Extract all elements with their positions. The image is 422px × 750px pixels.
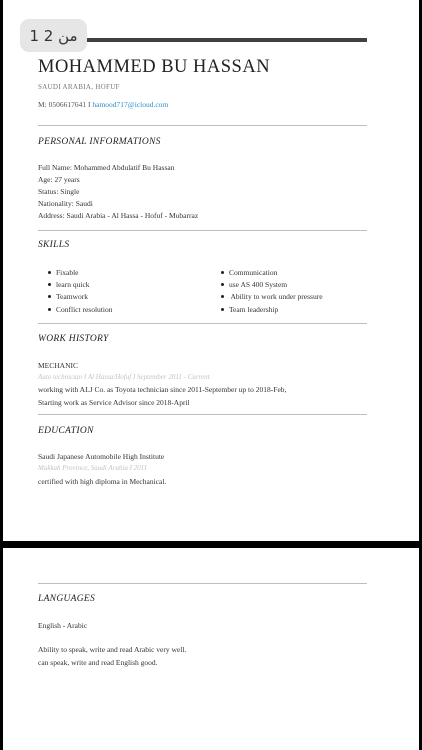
header-accent-bar: [87, 38, 367, 42]
status-line: Status: Single: [38, 187, 80, 196]
resume-location: SAUDI ARABIA, HOFUF: [38, 83, 120, 91]
bullet-icon: [221, 271, 224, 274]
languages-description-line: can speak, write and read English good.: [38, 658, 158, 667]
resume-page-2: [3, 548, 419, 750]
bullet-icon: [48, 271, 51, 274]
skill-item: Fixable: [48, 268, 79, 277]
skill-item: Communication: [221, 268, 277, 277]
section-divider: [38, 125, 367, 126]
work-subtitle: Auto technician I Al Hassa/Hofuf I September 2011 - Current: [38, 373, 210, 381]
bullet-icon: [221, 295, 224, 298]
section-divider: [38, 323, 367, 324]
personal-section-title: PERSONAL INFORMATIONS: [38, 137, 161, 147]
work-section-title: WORK HISTORY: [38, 334, 109, 344]
education-section-title: EDUCATION: [38, 426, 94, 436]
skill-item: Team leadership: [221, 305, 278, 314]
age-line: Age: 27 years: [38, 175, 80, 184]
resume-name: MOHAMMED BU HASSAN: [38, 57, 271, 77]
page-counter-badge: 1 من 2: [20, 19, 87, 52]
section-divider: [38, 414, 367, 415]
education-subtitle: Makkah Province, Saudi Arabia I 2011: [38, 464, 148, 472]
section-divider: [38, 230, 367, 231]
phone-text: M: 0506617641 I: [38, 100, 93, 109]
bullet-icon: [48, 283, 51, 286]
languages-section-title: LANGUAGES: [38, 594, 96, 604]
address-line: Address: Saudi Arabia - Al Hassa - Hofuf - Mubarraz: [38, 211, 199, 220]
work-description-line: Starting work as Service Advisor since 2018-April: [38, 398, 190, 407]
nationality-line: Nationality: Saudi: [38, 199, 93, 208]
education-description: certified with high diploma in Mechanical.: [38, 477, 167, 486]
bullet-icon: [48, 308, 51, 311]
bullet-icon: [48, 295, 51, 298]
skills-section-title: SKILLS: [38, 240, 70, 250]
languages-list: English - Arabic: [38, 621, 88, 630]
skill-item: Ability to work under pressure: [221, 292, 323, 301]
skill-item: Teamwork: [48, 292, 88, 301]
work-role: MECHANIC: [38, 361, 79, 370]
resume-contact: [38, 100, 168, 109]
work-description-line: working with ALJ Co. as Toyota technician since 2011-September up to 2018-Feb,: [38, 385, 287, 394]
bullet-icon: [221, 283, 224, 286]
bullet-icon: [221, 308, 224, 311]
skill-item: Conflict resolution: [48, 305, 112, 314]
email-link[interactable]: hamood717@icloud.com: [92, 100, 169, 109]
section-divider: [38, 583, 367, 584]
skill-item: learn quick: [48, 280, 90, 289]
resume-page-1: [3, 0, 419, 541]
full-name-line: Full Name: Mohammed Abdulatif Bu Hassan: [38, 163, 175, 172]
skill-item: use AS 400 System: [221, 280, 287, 289]
languages-description-line: Ability to speak, write and read Arabic very well.: [38, 645, 187, 654]
education-school: Saudi Japanese Automobile High Institute: [38, 452, 165, 461]
